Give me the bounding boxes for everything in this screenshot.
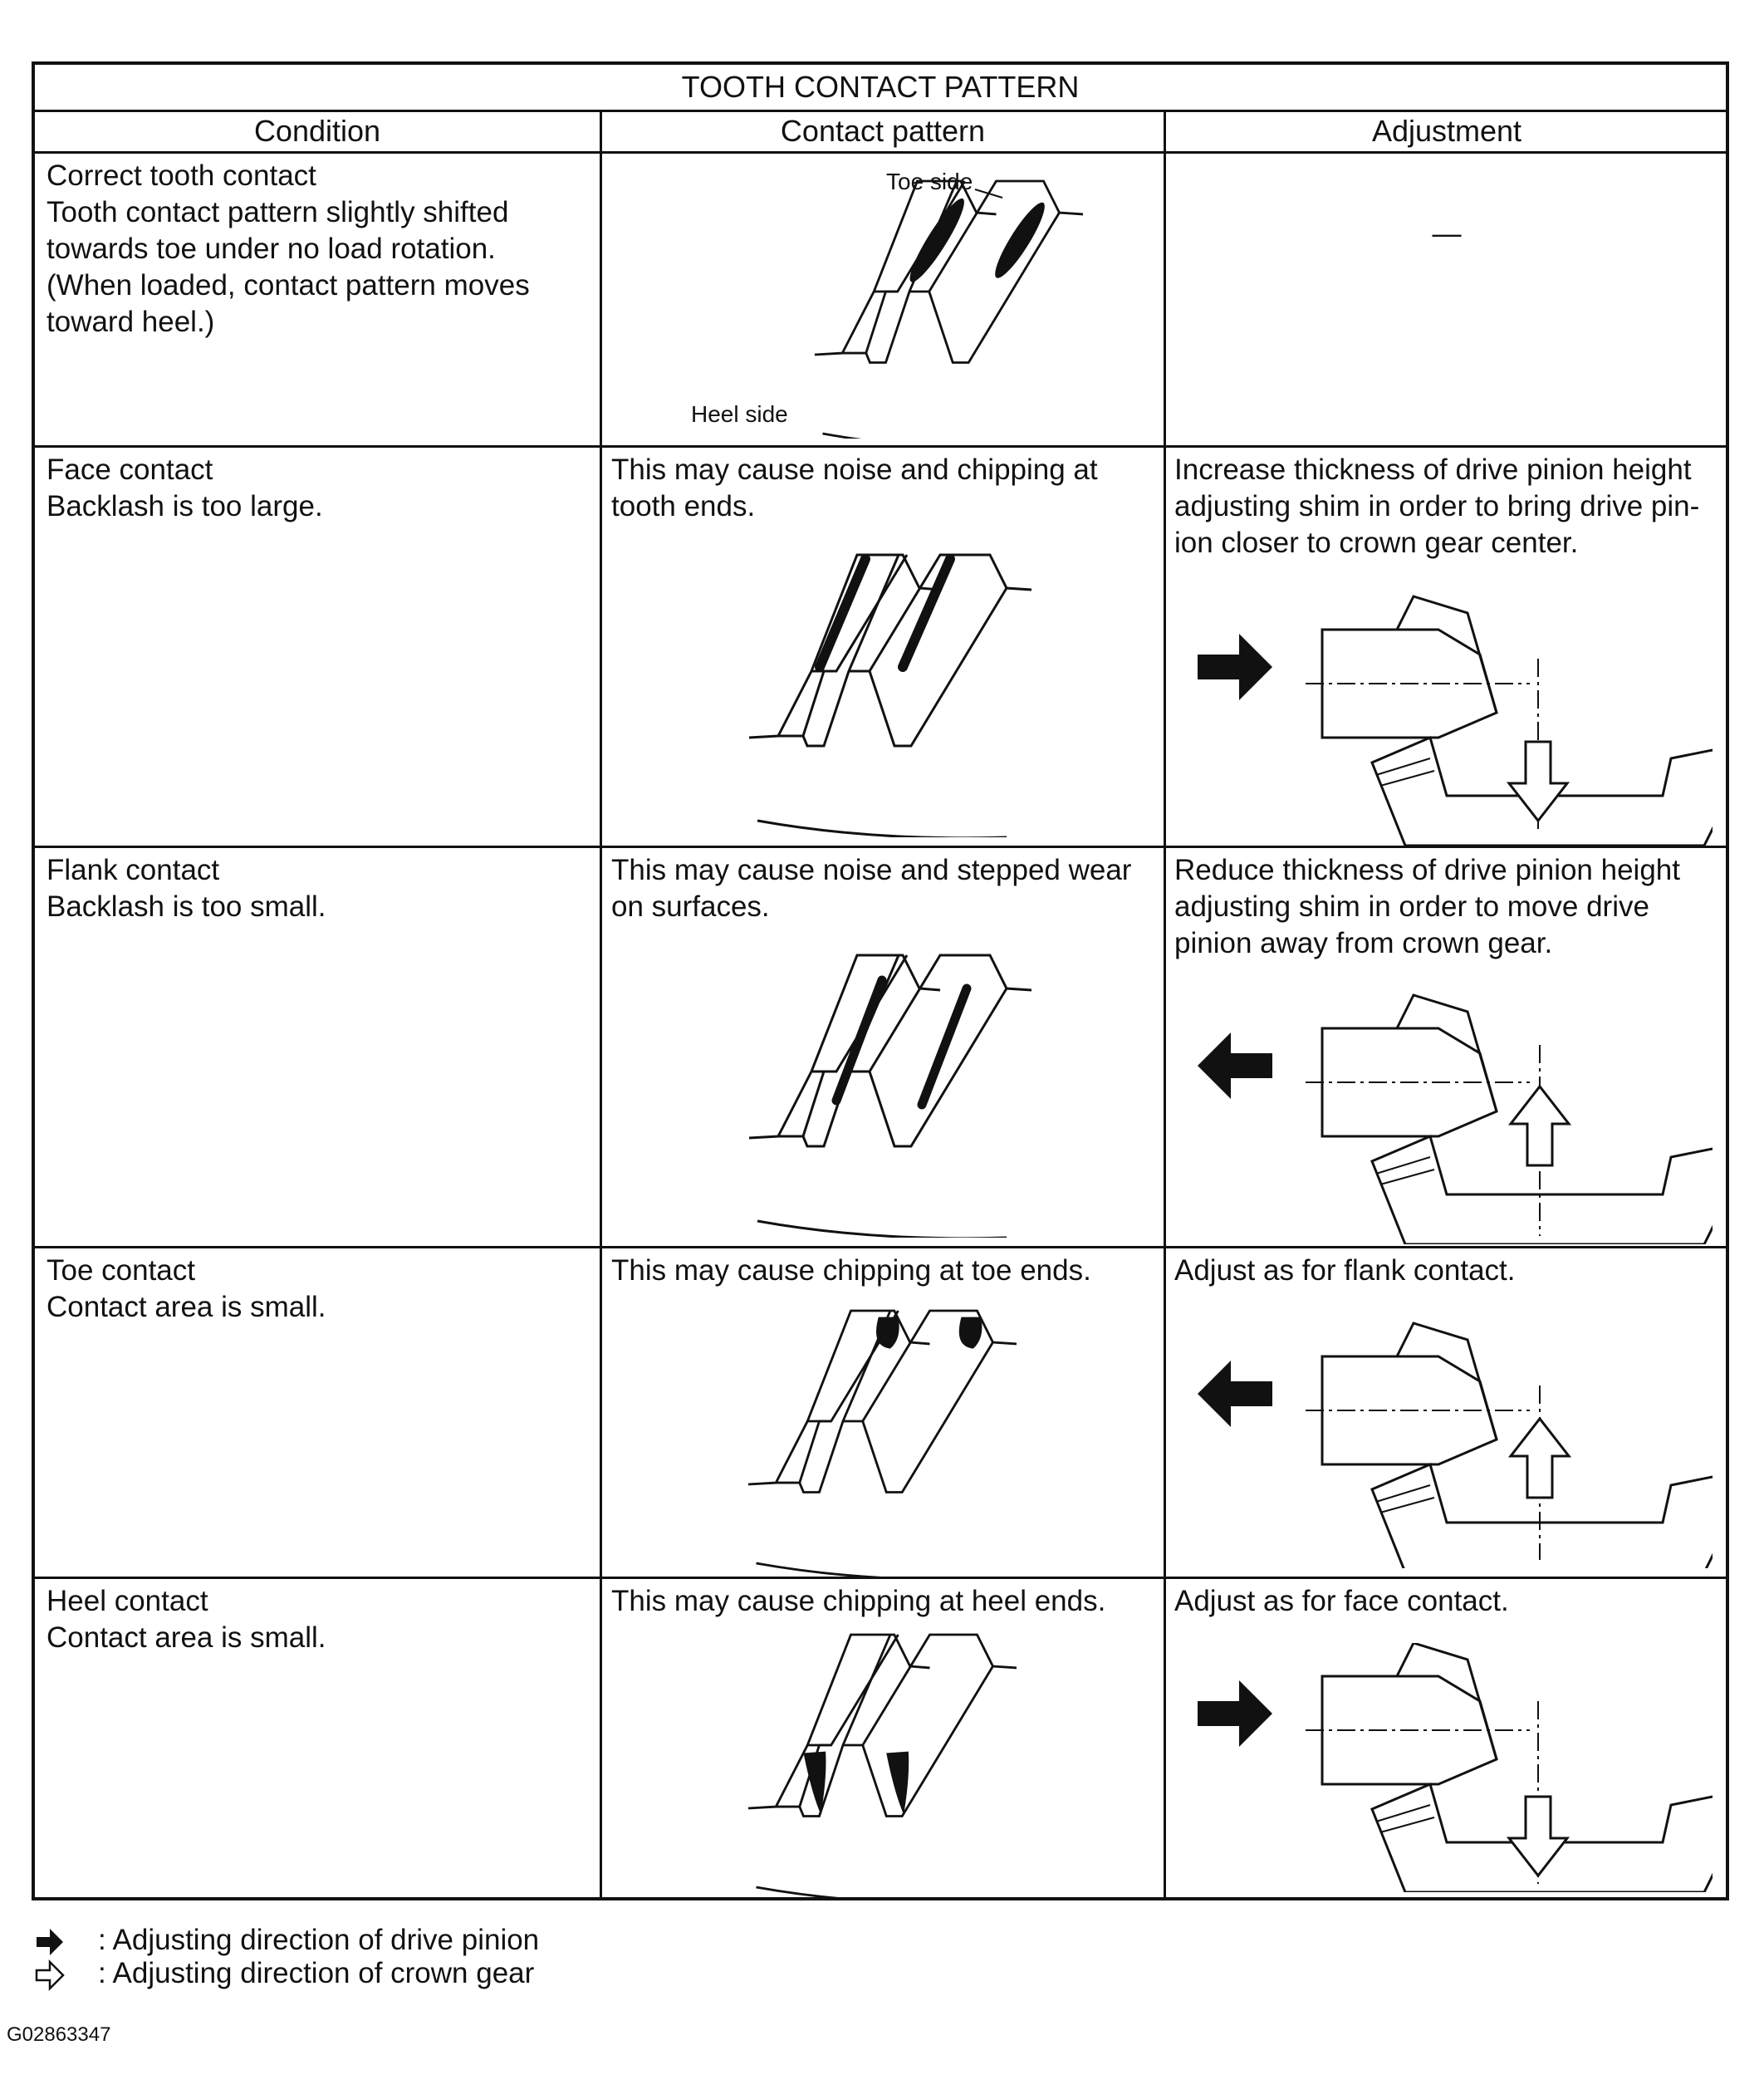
legend-drive-pinion <box>33 1924 698 1957</box>
row-divider <box>35 1577 1726 1579</box>
contact-text-heel: This may cause chipping at heel ends. <box>611 1585 1106 1617</box>
condition-face: Face contact Backlash is too large. <box>47 454 323 522</box>
drive-pinion-arrow-icon <box>1198 1032 1272 1099</box>
tooth-diagram-flank <box>716 947 1115 1238</box>
gear-adjust-diagram-face <box>1198 580 1713 846</box>
legend-crown-gear-text: : Adjusting direction of crown gear <box>98 1957 535 1989</box>
white-arrow-icon <box>33 1959 66 1992</box>
tooth-contact-table <box>32 61 1729 1900</box>
legend-crown-gear <box>33 1957 698 1990</box>
contact-text-face: This may cause noise and chipping at tooth ends. <box>611 454 1098 522</box>
tooth-diagram-correct <box>649 164 1115 439</box>
drive-pinion-arrow-icon <box>1198 1680 1272 1747</box>
row-divider <box>35 1246 1726 1248</box>
legend-drive-pinion-text: : Adjusting direction of drive pinion <box>98 1924 540 1956</box>
tooth-diagram-face <box>716 547 1115 837</box>
drive-pinion-arrow-icon <box>1198 1361 1272 1427</box>
contact-text-toe: This may cause chipping at toe ends. <box>611 1254 1091 1287</box>
row-divider <box>35 445 1726 448</box>
crown-gear-arrow-icon <box>1511 1086 1569 1165</box>
adjustment-text-face: Increase thickness of drive pinion height adjusting shim in order to bring drive pin- ion closer to crown gear center. <box>1174 454 1700 559</box>
header-condition: Condition <box>253 114 381 148</box>
gear-adjust-diagram-heel <box>1198 1643 1713 1892</box>
condition-correct: Correct tooth contact Tooth contact pattern slightly shifted towards toe under no load rotation. (When loaded, contact pattern moves toward heel.) <box>47 159 530 338</box>
figure-code: G02863347 <box>7 2023 111 2046</box>
divider <box>35 151 1726 154</box>
column-divider <box>1164 111 1166 1897</box>
gear-adjust-diagram-toe <box>1198 1319 1713 1568</box>
tooth-diagram-toe <box>716 1294 1115 1577</box>
contact-text-flank: This may cause noise and stepped wear on surfaces. <box>611 854 1132 923</box>
adjustment-correct: — <box>1432 218 1462 250</box>
heel-side-label: Heel side <box>691 401 788 427</box>
toe-side-label: Toe side <box>886 169 973 194</box>
adjustment-text-flank: Reduce thickness of drive pinion height adjusting shim in order to move drive pinion away from crown gear. <box>1174 854 1680 959</box>
table-title: TOOTH CONTACT PATTERN <box>681 70 1080 104</box>
gear-adjust-diagram-flank <box>1198 978 1713 1244</box>
header-adjustment: Adjustment <box>1371 114 1522 148</box>
header-contact-pattern: Contact pattern <box>780 114 986 148</box>
column-divider <box>600 111 602 1897</box>
drive-pinion-arrow-icon <box>1198 634 1272 700</box>
crown-gear-arrow-icon <box>1511 1419 1569 1498</box>
condition-toe: Toe contact Contact area is small. <box>47 1254 326 1323</box>
condition-heel: Heel contact Contact area is small. <box>47 1585 326 1654</box>
tooth-diagram-heel <box>716 1626 1115 1900</box>
row-divider <box>35 846 1726 848</box>
adjustment-text-toe: Adjust as for flank contact. <box>1174 1254 1516 1287</box>
black-arrow-icon <box>33 1925 66 1959</box>
condition-flank: Flank contact Backlash is too small. <box>47 854 326 923</box>
adjustment-text-heel: Adjust as for face contact. <box>1174 1585 1509 1617</box>
